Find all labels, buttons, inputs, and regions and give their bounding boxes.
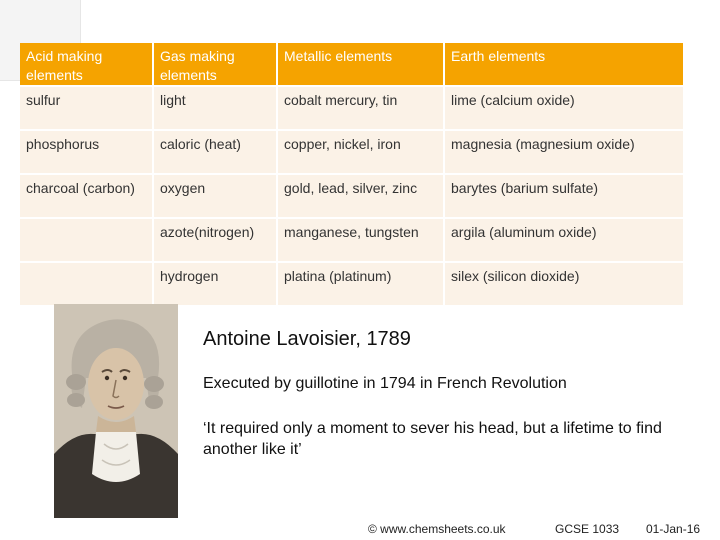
table-cell	[20, 219, 152, 261]
table-header-row	[20, 43, 683, 85]
table-cell: gold, lead, silver, zinc	[278, 175, 443, 217]
table-cell: argila (aluminum oxide)	[445, 219, 683, 261]
portrait-illustration	[54, 304, 178, 518]
header-earth: Earth elements	[445, 43, 683, 85]
portrait-caption-title: Antoine Lavoisier, 1789	[203, 328, 411, 350]
header-acid-making: Acid making elements	[20, 43, 152, 85]
header-metallic: Metallic elements	[278, 43, 443, 85]
table-cell: copper, nickel, iron	[278, 131, 443, 173]
table-row	[20, 219, 683, 261]
table-row	[20, 87, 683, 129]
table-row	[20, 131, 683, 173]
table-cell: caloric (heat)	[154, 131, 276, 173]
table-row	[20, 263, 683, 305]
table-cell: azote(nitrogen)	[154, 219, 276, 261]
table-cell: oxygen	[154, 175, 276, 217]
quote-text: ‘It required only a moment to sever his head, but a lifetime to find another like it’	[203, 420, 662, 458]
lavoisier-portrait	[54, 304, 178, 518]
header-gas-making: Gas making elements	[154, 43, 276, 85]
course-code: GCSE 1033	[555, 522, 620, 536]
table-cell: hydrogen	[154, 263, 276, 305]
table-cell: cobalt mercury, tin	[278, 87, 443, 129]
table-cell: sulfur	[20, 87, 152, 129]
copyright-footer: © www.chemsheets.co.uk	[368, 522, 506, 536]
table-cell	[20, 263, 152, 305]
table-cell: lime (calcium oxide)	[445, 87, 683, 129]
table-cell: silex (silicon dioxide)	[445, 263, 683, 305]
table-cell: charcoal (carbon)	[20, 175, 152, 217]
table-cell: barytes (barium sulfate)	[445, 175, 683, 217]
table-cell: phosphorus	[20, 131, 152, 173]
footer-date: 01-Jan-16	[646, 522, 701, 536]
table-row	[20, 175, 683, 217]
table-cell: manganese, tungsten	[278, 219, 443, 261]
table-cell: magnesia (magnesium oxide)	[445, 131, 683, 173]
table-cell: platina (platinum)	[278, 263, 443, 305]
execution-note: Executed by guillotine in 1794 in French Revolution	[203, 375, 567, 392]
element-classification-table	[18, 41, 685, 307]
table-cell: light	[154, 87, 276, 129]
